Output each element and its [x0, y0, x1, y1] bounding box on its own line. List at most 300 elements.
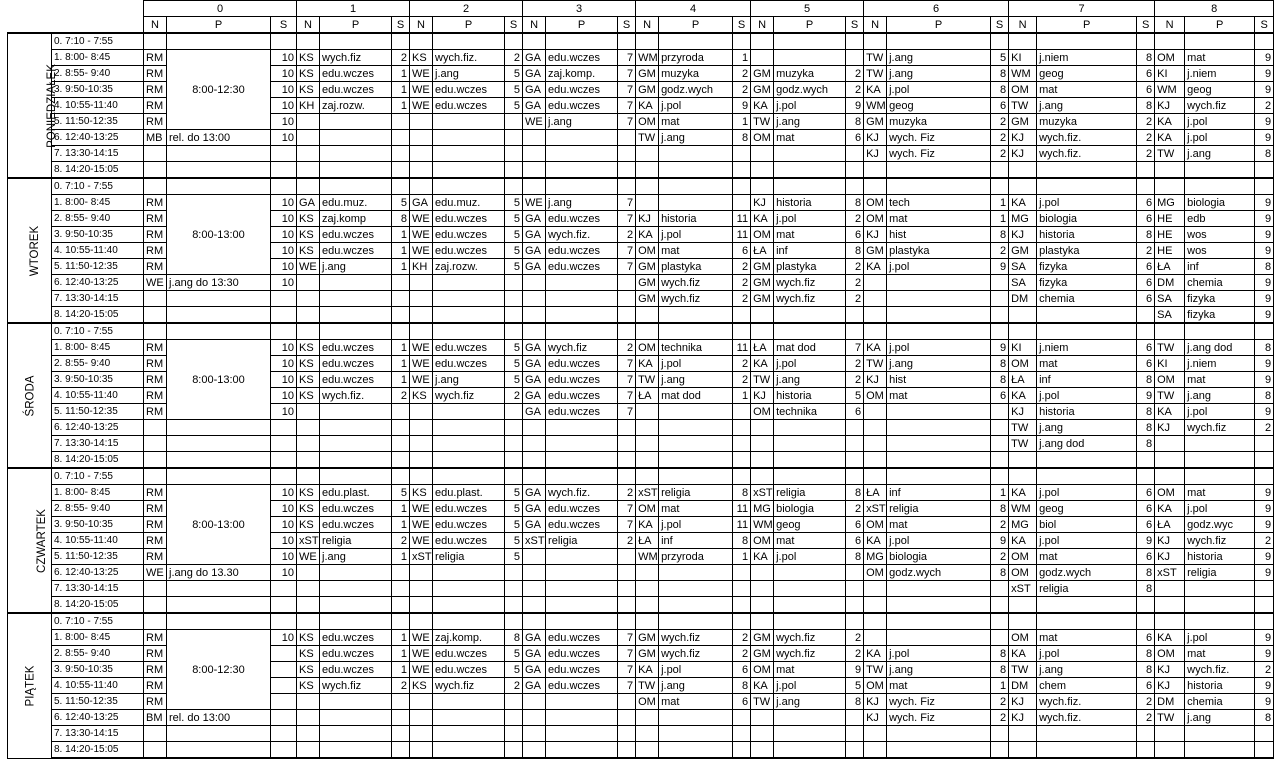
room-number: [1137, 597, 1155, 614]
teacher-code: GM: [636, 630, 659, 646]
teacher-code: [1155, 178, 1185, 195]
column-subheader: S: [392, 17, 410, 34]
teacher-code: GA: [523, 517, 546, 533]
day-name-label: ŚRODA: [24, 375, 37, 416]
subject: inf: [659, 533, 733, 549]
teacher-code: OM: [636, 114, 659, 130]
subject: religia: [433, 549, 505, 565]
room-number: 8: [1255, 259, 1274, 275]
room-number: [733, 726, 751, 742]
teacher-code: [1155, 162, 1185, 179]
subject: [659, 420, 733, 436]
room-number: 2: [991, 243, 1009, 259]
teacher-code: KA: [636, 98, 659, 114]
teacher-code: [636, 613, 659, 630]
column-subheader: P: [433, 17, 505, 34]
subject: [546, 178, 618, 195]
teacher-code: [523, 291, 546, 307]
subject: [887, 404, 991, 420]
room-number: 1: [392, 646, 410, 662]
teacher-code: [1155, 581, 1185, 597]
room-number: 9: [1255, 66, 1274, 82]
teacher-code: GA: [523, 501, 546, 517]
subject: [167, 613, 271, 630]
teacher-code: KJ: [1009, 694, 1037, 710]
subject: [320, 114, 392, 130]
room-number: [733, 452, 751, 469]
period-time: 7. 13:30-14:15: [52, 146, 144, 162]
teacher-code: [144, 726, 167, 742]
subject: [774, 468, 846, 485]
period-time: 2. 8:55- 9:40: [52, 646, 144, 662]
teacher-code: [636, 597, 659, 614]
class0-hours: 8:00-13:00: [167, 485, 271, 565]
subject: [546, 420, 618, 436]
room-number: [505, 597, 523, 614]
room-number: [505, 710, 523, 726]
teacher-code: [864, 420, 887, 436]
subject: [167, 323, 271, 340]
period-time: 1. 8:00- 8:45: [52, 195, 144, 211]
room-number: [505, 323, 523, 340]
subject: [320, 33, 392, 50]
room-number: [505, 130, 523, 146]
subject: [1037, 726, 1137, 742]
column-subheader: S: [618, 17, 636, 34]
teacher-code: [751, 307, 774, 324]
room-number: [392, 468, 410, 485]
teacher-code: TW: [1155, 146, 1185, 162]
room-number: [618, 597, 636, 614]
teacher-code: GM: [1009, 114, 1037, 130]
room-number: 8: [1137, 420, 1155, 436]
room-number: 9: [1137, 533, 1155, 549]
room-number: 2: [733, 66, 751, 82]
room-number: 5: [505, 195, 523, 211]
subject: [659, 742, 733, 759]
teacher-code: OM: [864, 678, 887, 694]
room-number: [618, 581, 636, 597]
teacher-code: KJ: [1155, 678, 1185, 694]
period-time: 3. 9:50-10:35: [52, 82, 144, 98]
subject: [774, 50, 846, 66]
room-number: 9: [1255, 517, 1274, 533]
subject: rel. do 13:00: [167, 710, 271, 726]
teacher-code: WE: [410, 662, 433, 678]
subject: [659, 162, 733, 179]
subject: j.ang dod: [1037, 436, 1137, 452]
room-number: [271, 662, 297, 678]
subject: j.pol: [659, 517, 733, 533]
room-number: [505, 452, 523, 469]
period-time: 8. 14:20-15:05: [52, 742, 144, 759]
teacher-code: [1155, 468, 1185, 485]
subject: j.ang: [1037, 420, 1137, 436]
room-number: [618, 613, 636, 630]
room-number: 5: [392, 485, 410, 501]
room-number: 1: [991, 678, 1009, 694]
teacher-code: GM: [636, 275, 659, 291]
subject: edu.muz.: [433, 195, 505, 211]
subject: j.ang: [887, 662, 991, 678]
subject: j.pol: [774, 678, 846, 694]
subject: mat: [887, 517, 991, 533]
room-number: [505, 565, 523, 581]
subject: mat: [1185, 50, 1255, 66]
room-number: 5: [505, 227, 523, 243]
teacher-code: OM: [864, 565, 887, 581]
teacher-code: GA: [410, 195, 433, 211]
header-corner: [8, 1, 144, 17]
room-number: 6: [1137, 211, 1155, 227]
teacher-code: RM: [144, 549, 167, 565]
subject: wych.fiz: [774, 646, 846, 662]
room-number: 10: [271, 533, 297, 549]
room-number: 9: [1255, 485, 1274, 501]
teacher-code: WM: [751, 517, 774, 533]
teacher-code: GA: [523, 50, 546, 66]
room-number: 5: [846, 678, 864, 694]
teacher-code: KA: [1155, 404, 1185, 420]
subject: religia: [887, 501, 991, 517]
subject: [774, 565, 846, 581]
room-number: [846, 323, 864, 340]
subject: [1185, 323, 1255, 340]
teacher-code: KJ: [1155, 549, 1185, 565]
room-number: 6: [1137, 356, 1155, 372]
room-number: [392, 726, 410, 742]
subject: wych.fiz: [774, 291, 846, 307]
period-time: 5. 11:50-12:35: [52, 404, 144, 420]
room-number: 6: [846, 517, 864, 533]
column-subheader: P: [887, 17, 991, 34]
room-number: 2: [846, 646, 864, 662]
teacher-code: KJ: [1009, 227, 1037, 243]
room-number: [392, 710, 410, 726]
room-number: 10: [271, 404, 297, 420]
teacher-code: [297, 404, 320, 420]
column-subheader: S: [1137, 17, 1155, 34]
subject: edu.wczes: [433, 243, 505, 259]
period-time: 8. 14:20-15:05: [52, 307, 144, 324]
teacher-code: KH: [297, 98, 320, 114]
subject: [320, 468, 392, 485]
room-number: 10: [271, 243, 297, 259]
subject: mat: [1185, 372, 1255, 388]
teacher-code: [636, 581, 659, 597]
teacher-code: WE: [144, 275, 167, 291]
room-number: 7: [618, 50, 636, 66]
subject: godz.wych: [774, 82, 846, 98]
room-number: 8: [1137, 227, 1155, 243]
room-number: [1255, 742, 1274, 759]
subject: edu.wczes: [546, 98, 618, 114]
teacher-code: [297, 114, 320, 130]
room-number: [733, 404, 751, 420]
teacher-code: ŁA: [636, 388, 659, 404]
room-number: 5: [505, 662, 523, 678]
subject: [433, 146, 505, 162]
subject: j.ang: [1037, 98, 1137, 114]
subject: j.ang: [1185, 388, 1255, 404]
teacher-code: [410, 33, 433, 50]
teacher-code: [144, 436, 167, 452]
room-number: [1255, 613, 1274, 630]
teacher-code: ŁA: [751, 340, 774, 356]
teacher-code: [751, 146, 774, 162]
period-time: 6. 12:40-13:25: [52, 710, 144, 726]
room-number: [505, 162, 523, 179]
room-number: [392, 452, 410, 469]
subject: [659, 33, 733, 50]
subject: j.pol: [659, 662, 733, 678]
teacher-code: [1155, 597, 1185, 614]
room-number: 7: [618, 662, 636, 678]
room-number: [392, 130, 410, 146]
teacher-code: [523, 33, 546, 50]
period-time: 0. 7:10 - 7:55: [52, 178, 144, 195]
room-number: 9: [1255, 195, 1274, 211]
class-header: 4: [636, 1, 751, 17]
teacher-code: [864, 452, 887, 469]
room-number: [846, 468, 864, 485]
subject: edu.wczes: [433, 98, 505, 114]
class-header: 2: [410, 1, 523, 17]
subject: j.pol: [1037, 195, 1137, 211]
room-number: [505, 694, 523, 710]
subject: mat dod: [774, 340, 846, 356]
period-time: 1. 8:00- 8:45: [52, 630, 144, 646]
day-name: [8, 468, 52, 613]
teacher-code: [1009, 162, 1037, 179]
teacher-code: [523, 130, 546, 146]
room-number: 10: [271, 340, 297, 356]
teacher-code: MG: [864, 549, 887, 565]
room-number: 8: [991, 66, 1009, 82]
period-time: 1. 8:00- 8:45: [52, 340, 144, 356]
room-number: 9: [846, 98, 864, 114]
subject: mat: [1037, 630, 1137, 646]
teacher-code: [144, 452, 167, 469]
period-time: 4. 10:55-11:40: [52, 388, 144, 404]
teacher-code: WE: [410, 630, 433, 646]
room-number: 2: [846, 259, 864, 275]
room-number: [1255, 162, 1274, 179]
teacher-code: TW: [751, 372, 774, 388]
room-number: [733, 468, 751, 485]
subject: [887, 178, 991, 195]
teacher-code: GM: [1009, 243, 1037, 259]
subject: edu.wczes: [546, 211, 618, 227]
subject: [546, 581, 618, 597]
teacher-code: [864, 307, 887, 324]
room-number: [846, 307, 864, 324]
room-number: [392, 291, 410, 307]
subject: j.ang do 13:30: [167, 275, 271, 291]
room-number: 7: [618, 259, 636, 275]
room-number: [991, 307, 1009, 324]
subject: mat: [1185, 485, 1255, 501]
subject: [320, 742, 392, 759]
subject: j.pol: [774, 549, 846, 565]
subject: j.ang: [774, 694, 846, 710]
day-name: [8, 323, 52, 468]
teacher-code: [297, 178, 320, 195]
room-number: 6: [1137, 275, 1155, 291]
subject: [1185, 452, 1255, 469]
teacher-code: [751, 178, 774, 195]
room-number: [1255, 33, 1274, 50]
teacher-code: [297, 146, 320, 162]
room-number: [392, 597, 410, 614]
room-number: 5: [991, 50, 1009, 66]
room-number: 9: [1255, 82, 1274, 98]
teacher-code: [1009, 178, 1037, 195]
room-number: [392, 742, 410, 759]
teacher-code: [864, 291, 887, 307]
room-number: 7: [618, 404, 636, 420]
teacher-code: KS: [410, 678, 433, 694]
teacher-code: MG: [751, 501, 774, 517]
room-number: 6: [1137, 340, 1155, 356]
subject: [546, 436, 618, 452]
subject: edu.wczes: [320, 646, 392, 662]
room-number: 7: [618, 517, 636, 533]
room-number: [392, 436, 410, 452]
room-number: [991, 613, 1009, 630]
subject: edu.wczes: [320, 356, 392, 372]
teacher-code: KA: [864, 259, 887, 275]
subject: j.niem: [1037, 50, 1137, 66]
room-number: [392, 275, 410, 291]
subject: j.ang: [433, 66, 505, 82]
room-number: [505, 307, 523, 324]
teacher-code: [410, 726, 433, 742]
subject: [887, 726, 991, 742]
subject: muzyka: [1037, 114, 1137, 130]
teacher-code: [144, 33, 167, 50]
subject: [887, 436, 991, 452]
period-time: 7. 13:30-14:15: [52, 436, 144, 452]
subject: j.ang: [320, 549, 392, 565]
room-number: [733, 613, 751, 630]
subject: [433, 33, 505, 50]
room-number: 2: [733, 356, 751, 372]
room-number: [846, 742, 864, 759]
teacher-code: WE: [523, 114, 546, 130]
subject: mat: [659, 114, 733, 130]
room-number: 2: [733, 275, 751, 291]
room-number: 2: [1255, 98, 1274, 114]
teacher-code: [1009, 307, 1037, 324]
period-time: 5. 11:50-12:35: [52, 259, 144, 275]
subject: edu.wczes: [433, 533, 505, 549]
teacher-code: KA: [751, 211, 774, 227]
teacher-code: KS: [297, 211, 320, 227]
teacher-code: KS: [410, 388, 433, 404]
room-number: [991, 581, 1009, 597]
room-number: 1: [392, 549, 410, 565]
teacher-code: KA: [1155, 130, 1185, 146]
room-number: [618, 468, 636, 485]
subject: zaj.rozw.: [320, 98, 392, 114]
teacher-code: OM: [636, 694, 659, 710]
teacher-code: [523, 420, 546, 436]
room-number: 2: [846, 630, 864, 646]
teacher-code: [751, 613, 774, 630]
teacher-code: GA: [523, 372, 546, 388]
room-number: [1255, 178, 1274, 195]
period-time: 0. 7:10 - 7:55: [52, 613, 144, 630]
room-number: 2: [505, 388, 523, 404]
room-number: 8: [846, 694, 864, 710]
column-subheader: N: [523, 17, 546, 34]
teacher-code: xST: [1155, 565, 1185, 581]
subject: edu.wczes: [320, 66, 392, 82]
subject: [546, 549, 618, 565]
subject: edu.wczes: [433, 82, 505, 98]
room-number: 6: [1137, 259, 1155, 275]
column-subheader: N: [1009, 17, 1037, 34]
subject: [1037, 742, 1137, 759]
timetable: [7, 0, 1274, 759]
room-number: 2: [392, 678, 410, 694]
room-number: 8: [991, 356, 1009, 372]
subject: [433, 710, 505, 726]
room-number: 6: [1137, 291, 1155, 307]
subject: plastyka: [887, 243, 991, 259]
teacher-code: KI: [1155, 356, 1185, 372]
subject: edu.wczes: [546, 678, 618, 694]
subject: [774, 710, 846, 726]
header-corner: [8, 17, 144, 34]
teacher-code: [410, 710, 433, 726]
subject: wych. Fiz: [887, 130, 991, 146]
room-number: 1: [392, 501, 410, 517]
room-number: [1137, 323, 1155, 340]
subject: [1185, 581, 1255, 597]
teacher-code: [864, 613, 887, 630]
room-number: [618, 130, 636, 146]
teacher-code: xST: [636, 485, 659, 501]
teacher-code: [523, 178, 546, 195]
teacher-code: [410, 597, 433, 614]
teacher-code: OM: [1155, 50, 1185, 66]
teacher-code: GM: [751, 66, 774, 82]
room-number: 2: [1255, 662, 1274, 678]
room-number: [505, 404, 523, 420]
teacher-code: OM: [751, 130, 774, 146]
teacher-code: [864, 404, 887, 420]
room-number: [733, 146, 751, 162]
subject: [167, 33, 271, 50]
teacher-code: TW: [1155, 388, 1185, 404]
room-number: 8: [1137, 581, 1155, 597]
subject: wych.fiz.: [1037, 146, 1137, 162]
column-subheader: P: [320, 17, 392, 34]
teacher-code: [1155, 436, 1185, 452]
subject: edu.wczes: [546, 259, 618, 275]
subject: [167, 146, 271, 162]
period-time: 0. 7:10 - 7:55: [52, 33, 144, 50]
room-number: [846, 565, 864, 581]
teacher-code: [1009, 742, 1037, 759]
teacher-code: GM: [751, 82, 774, 98]
teacher-code: RM: [144, 227, 167, 243]
teacher-code: WE: [410, 66, 433, 82]
subject: j.pol: [774, 211, 846, 227]
room-number: [1137, 162, 1155, 179]
